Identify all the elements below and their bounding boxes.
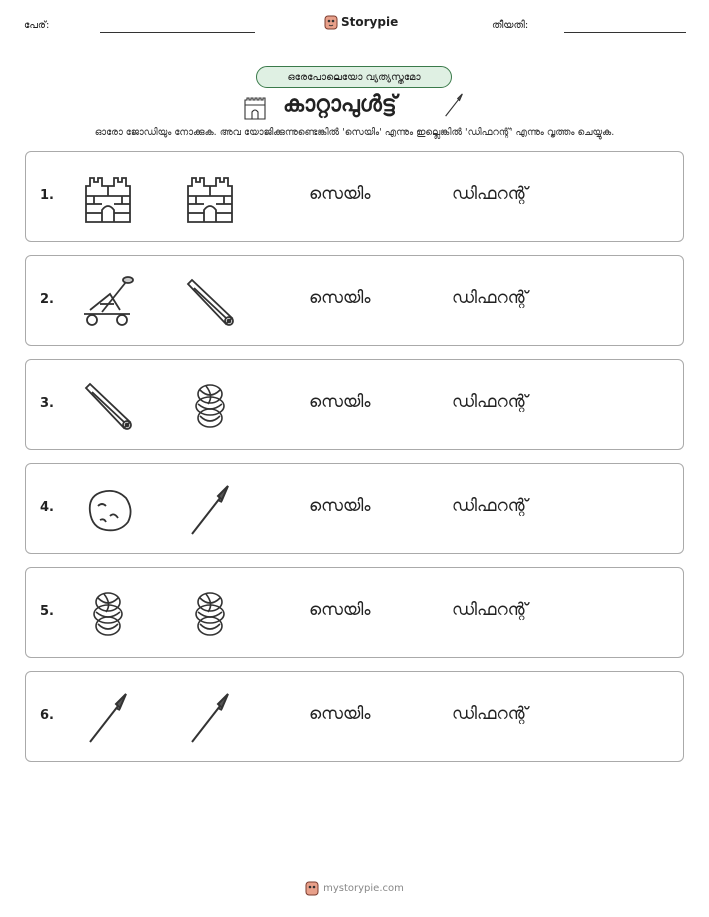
question-number: 6. [40, 708, 54, 723]
question-number: 5. [40, 604, 54, 619]
different-option[interactable]: ഡിഫറന്റ് [452, 184, 528, 204]
wooden-beam-icon [182, 274, 238, 330]
worksheet-header [0, 14, 709, 38]
different-option[interactable]: ഡിഫറന്റ് [452, 600, 528, 620]
date-label: തീയതി: [492, 20, 529, 31]
castle-icon [241, 93, 269, 121]
different-option[interactable]: ഡിഫറന്റ് [452, 288, 528, 308]
catapult-icon [80, 274, 136, 330]
mascot-icon [324, 14, 338, 30]
rope-coil-icon [182, 586, 238, 642]
castle-icon [182, 170, 238, 226]
spear-icon [182, 482, 238, 538]
question-row [25, 463, 684, 554]
footer-url: mystorypie.com [323, 882, 404, 894]
same-option[interactable]: സെയിം [309, 184, 371, 204]
rope-coil-icon [80, 586, 136, 642]
spear-icon [182, 690, 238, 746]
footer [0, 880, 709, 896]
same-option[interactable]: സെയിം [309, 392, 371, 412]
same-option[interactable]: സെയിം [309, 496, 371, 516]
name-field[interactable] [100, 32, 255, 33]
question-row [25, 567, 684, 658]
worksheet-type-badge: ഒരേപോലെയോ വ്യത്യസ്തമോ [256, 66, 452, 88]
question-number: 1. [40, 188, 54, 203]
same-option[interactable]: സെയിം [309, 704, 371, 724]
boulder-icon [80, 482, 136, 538]
mascot-icon [305, 880, 319, 896]
page-title: കാറ്റാപുൾട്ട് [283, 92, 397, 117]
same-option[interactable]: സെയിം [309, 288, 371, 308]
castle-icon [80, 170, 136, 226]
question-row [25, 151, 684, 242]
different-option[interactable]: ഡിഫറന്റ് [452, 704, 528, 724]
different-option[interactable]: ഡിഫറന്റ് [452, 496, 528, 516]
brand-name: Storypie [341, 15, 399, 29]
question-number: 3. [40, 396, 54, 411]
different-option[interactable]: ഡിഫറന്റ് [452, 392, 528, 412]
instructions: ഓരോ ജോഡിയും നോക്കുക. അവ യോജിക്കുന്നുണ്ടെങ്കിൽ 'സെയിം' എന്നും ഇല്ലെങ്കിൽ 'ഡിഫറന്റ്' എന്നും വൃത്തം ചെയ്യുക. [94, 127, 615, 138]
question-row [25, 359, 684, 450]
spear-icon [441, 90, 467, 120]
date-field[interactable] [564, 32, 686, 33]
wooden-beam-icon [80, 378, 136, 434]
question-number: 4. [40, 500, 54, 515]
rope-coil-icon [182, 378, 238, 434]
question-number: 2. [40, 292, 54, 307]
storypie-logo [324, 14, 398, 30]
same-option[interactable]: സെയിം [309, 600, 371, 620]
name-label: പേര്: [24, 20, 50, 31]
spear-icon [80, 690, 136, 746]
question-row [25, 255, 684, 346]
question-row [25, 671, 684, 762]
title-row [0, 90, 709, 122]
